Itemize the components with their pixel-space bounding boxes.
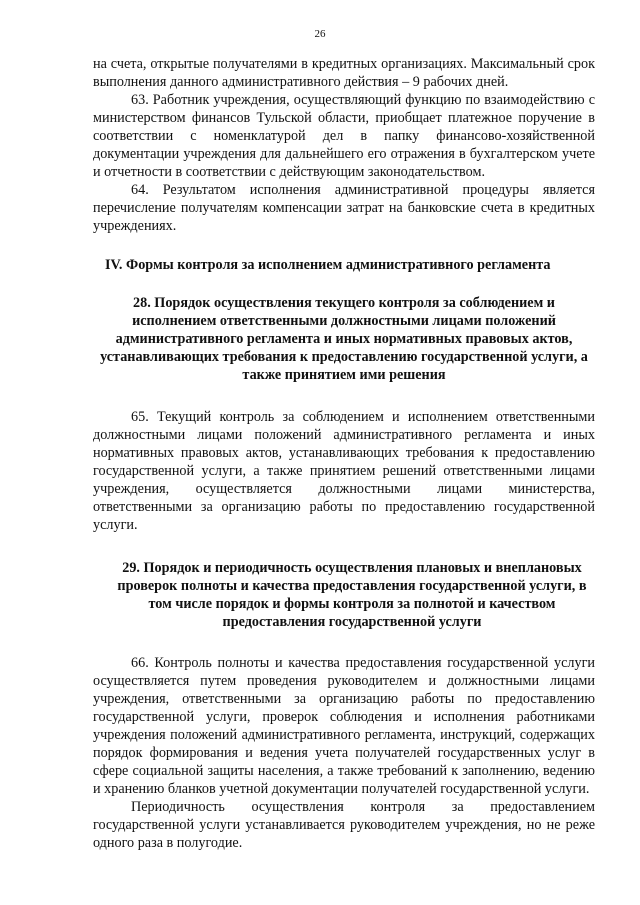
subsection-29-heading: 29. Порядок и периодичность осуществления плановых и внеплановых проверок полноты и качества предоставления государственной услуги, в том числе порядок и формы контроля за полнотой и качеством предоставления государственной услуги: [117, 560, 587, 630]
paragraph-66: 66. Контроль полноты и качества предоставления государственной услуги осуществляется путем проведения руководителем и должностными лицами учреждения, ответственными за организацию работы по предоставлению государственной услуги, проверок соблюдения и исполнения работниками учреждения положений административного регламента, инструкций, содержащих порядок формирования и ведения учета получателей государственных услуг в сфере социальной защиты населения, а также требований к заполнению, ведению и хранению бланков учетной документации получателей государственной услуги.: [93, 655, 595, 797]
paragraph-65: 65. Текущий контроль за соблюдением и исполнением ответственными должностными лицами положений административного регламента и иных нормативных правовых актов, устанавливающих требования к предоставлению государственной услуги, а также принятием решений ответственными лицами учреждения, осуществляется должностными лицами министерства, ответственными за организацию работы по предоставлению государственной услуги.: [93, 409, 595, 533]
paragraph-62-continuation: на счета, открытые получателями в кредитных организациях. Максимальный срок выполнения данного административного действия – 9 рабочих дней.: [93, 56, 595, 90]
section-iv-title: IV. Формы контроля за исполнением административного регламента: [105, 257, 551, 273]
page-number: 26: [314, 28, 326, 40]
paragraph-63: 63. Работник учреждения, осуществляющий функцию по взаимодействию с министерством финансов Тульской области, приобщает платежное поручение в соответствии с номенклатурой дел в папку финансово-хозяйственной документации учреждения для дальнейшего его отражения в бухгалтерском учете и отчетности в соответствии с действующим законодательством.: [93, 92, 595, 180]
document-body: [93, 55, 595, 852]
subsection-28-heading: 28. Порядок осуществления текущего контроля за соблюдением и исполнением ответственными должностными лицами положений административного регламента и иных нормативных правовых актов, устанавливающих требования к предоставлению государственной услуги, а также принятием ими решения: [100, 295, 588, 383]
paragraph-66-periodicity: Периодичность осуществления контроля за предоставлением государственной услуги устанавливается руководителем учреждения, но не реже одного раза в полугодие.: [93, 799, 595, 851]
paragraph-64: 64. Результатом исполнения административной процедуры является перечисление получателям компенсации затрат на банковские счета в кредитных учреждениях.: [93, 182, 595, 234]
